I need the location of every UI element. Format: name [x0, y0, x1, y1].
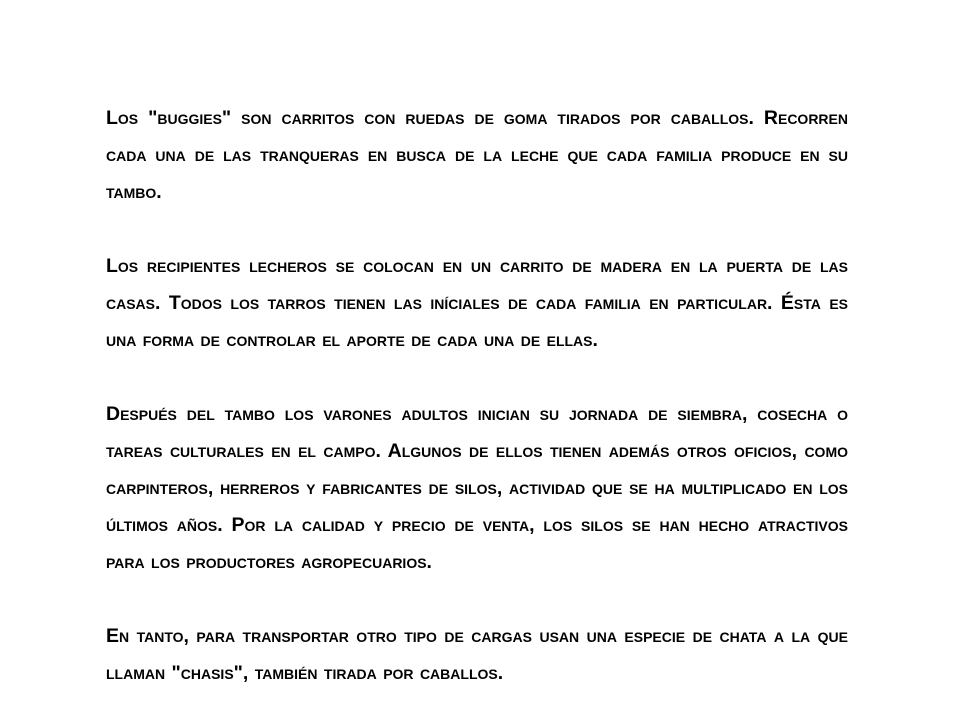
- paragraph-recipientes: Los recipientes lecheros se colocan en un carrito de madera en la puerta de las casas. Todos los tarros tienen las iníciales de cada familia en particular. Ésta es una forma de controlar el aporte de cada una de ellas.: [106, 255, 848, 351]
- body-text: [106, 100, 848, 692]
- paragraph-despues-del-tambo: Después del tambo los varones adultos inician su jornada de siembra, cosecha o tareas culturales en el campo. Algunos de ellos tienen además otros oficios, como carpinteros, herreros y fabricantes de silos, actividad que se ha multiplicado en los últimos años. Por la calidad y precio de venta, los silos se han hecho atractivos para los productores agropecuarios.: [106, 403, 848, 573]
- paragraph-buggies: Los "buggies" son carritos con ruedas de goma tirados por caballos. Recorren cada una de las tranqueras en busca de la leche que cada familia produce en su tambo.: [106, 107, 848, 203]
- paragraph-chasis: En tanto, para transportar otro tipo de cargas usan una especie de chata a la que llaman "chasis", también tirada por caballos.: [106, 625, 848, 684]
